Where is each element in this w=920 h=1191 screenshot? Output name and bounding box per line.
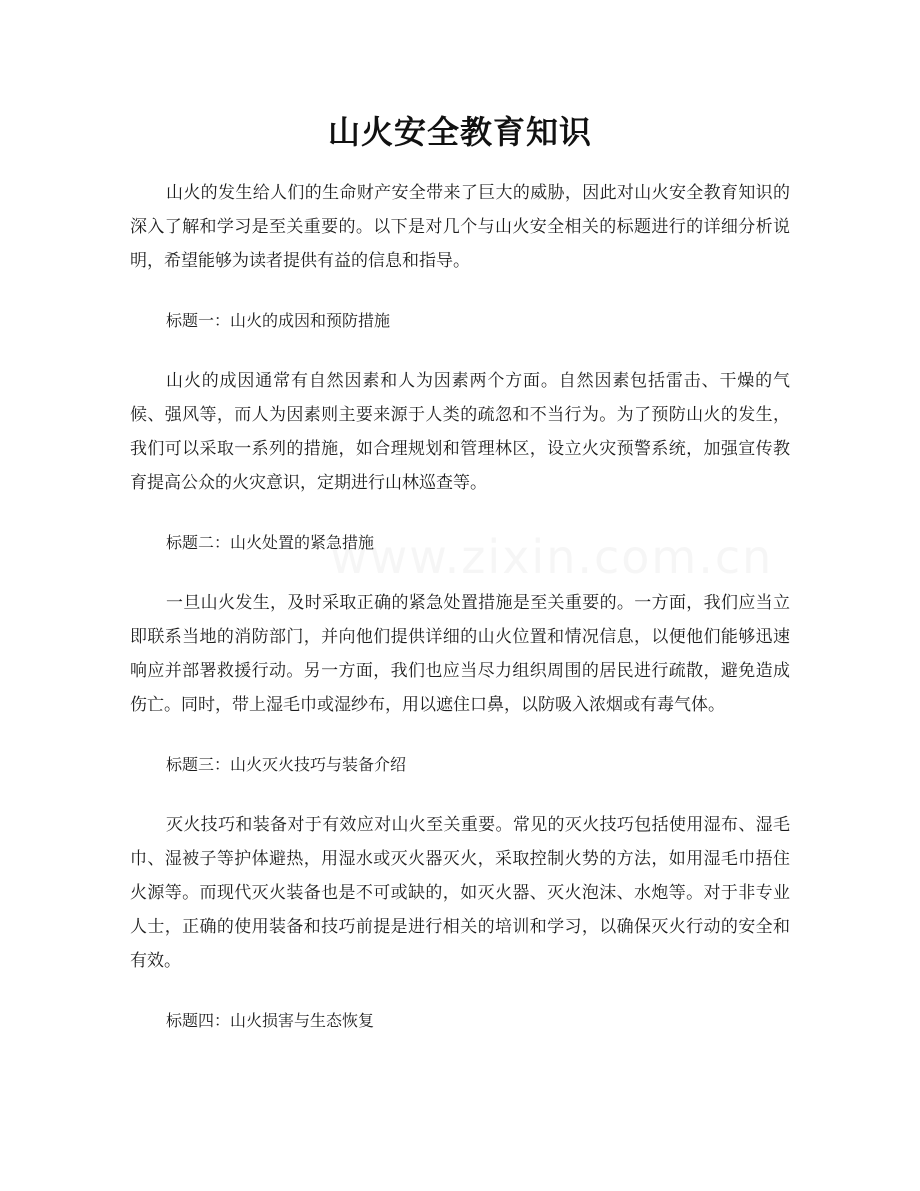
- section-heading-4: 标题四：山火损害与生态恢复: [166, 1011, 375, 1030]
- section-paragraph-2: 一旦山火发生，及时采取正确的紧急处置措施是至关重要的。一方面，我们应当立即联系当地的消防部门，并向他们提供详细的山火位置和情况信息，以便他们能够迅速响应并部署救援行动。另一方面，我们也应当尽力组织周围的居民进行疏散，避免造成伤亡。同时，带上湿毛巾或湿纱布，用以遮住口鼻，以防吸入浓烟或有毒气体。: [130, 593, 790, 715]
- intro-paragraph: 山火的发生给人们的生命财产安全带来了巨大的威胁，因此对山火安全教育知识的深入了解和学习是至关重要的。以下是对几个与山火安全相关的标题进行的详细分析说明，希望能够为读者提供有益的信息和指导。: [130, 183, 790, 271]
- section-paragraph-1: 山火的成因通常有自然因素和人为因素两个方面。自然因素包括雷击、干燥的气候、强风等，而人为因素则主要来源于人类的疏忽和不当行为。为了预防山火的发生，我们可以采取一系列的措施，如合理规划和管理林区，设立火灾预警系统，加强宣传教育提高公众的火灾意识，定期进行山林巡查等。: [130, 371, 790, 493]
- document-title: 山火安全教育知识: [327, 113, 592, 151]
- watermark: www.zixin.com.cn: [330, 530, 774, 584]
- section-heading-2: 标题二：山火处置的紧急措施: [166, 533, 375, 552]
- section-heading-1: 标题一：山火的成因和预防措施: [166, 311, 391, 330]
- document-body: [130, 176, 790, 1064]
- section-heading-3: 标题三：山火灭火技巧与装备介绍: [166, 755, 407, 774]
- section-paragraph-3: 灭火技巧和装备对于有效应对山火至关重要。常见的灭火技巧包括使用湿布、湿毛巾、湿被子等护体避热，用湿水或灭火器灭火，采取控制火势的方法，如用湿毛巾捂住火源等。而现代灭火装备也是不可或缺的，如灭火器、灭火泡沫、水炮等。对于非专业人士，正确的使用装备和技巧前提是进行相关的培训和学习，以确保灭火行动的安全和有效。: [130, 815, 790, 971]
